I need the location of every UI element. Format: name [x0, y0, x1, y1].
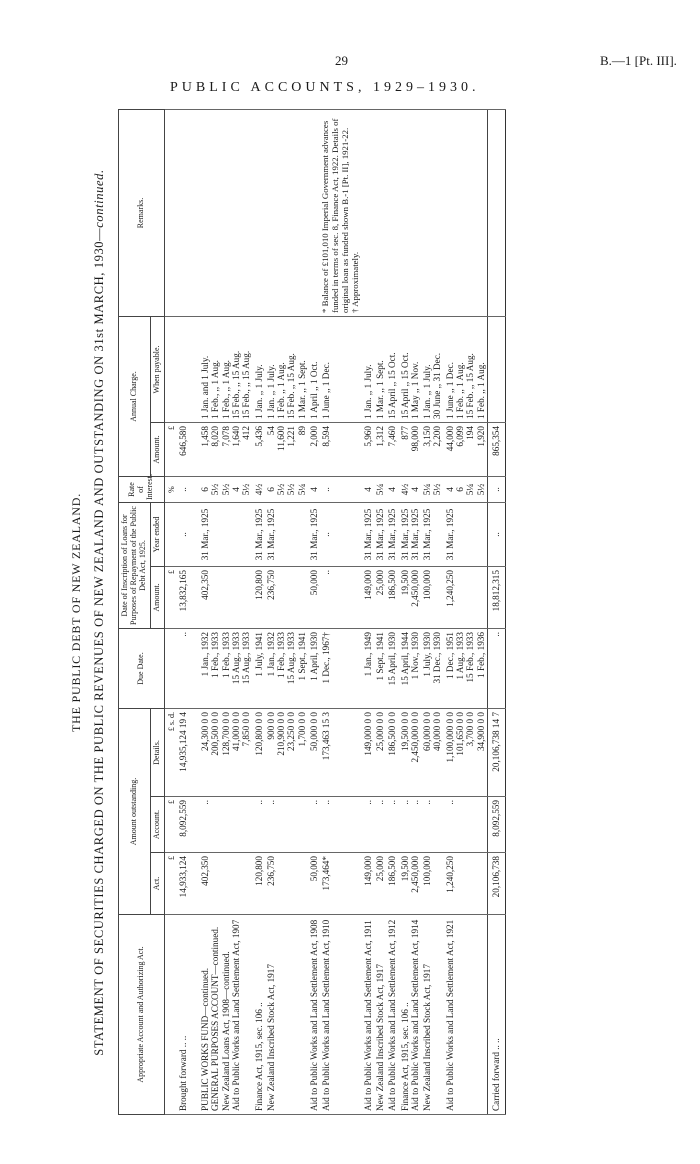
table-cell-year-ended: 31 Mar., 1925: [265, 503, 308, 567]
table-cell-inscription-amount: 50,000: [308, 567, 320, 629]
statement-title: [92, 110, 106, 1115]
table-cell-inscription-amount: 25,000: [374, 567, 386, 629]
table-row: [199, 109, 252, 1114]
table-cell-inscription-amount: 236,750: [265, 567, 308, 629]
table-cell-due-date: 1 Jan., 1949: [362, 629, 374, 709]
document-reference: B.—1 [Pt. III].: [600, 53, 677, 68]
table-cell-when-payable: 1 Jan. ,, 1 July.: [253, 316, 265, 422]
table-cell-when-payable: 15 April ,, 15 Oct.: [386, 316, 398, 422]
table-cell-charge-amount: 54 11,600 1,221 89: [265, 423, 308, 477]
table-cell-charge-amount: 5,960: [362, 423, 374, 477]
unit-charge-amount: £: [164, 423, 176, 477]
statement-title-continued: continued.: [92, 169, 106, 228]
table-cell-year-ended: 31 Mar., 1925: [308, 503, 320, 567]
table-cell-account: Carried forward .. ..: [487, 915, 505, 1115]
table-cell-inscription-amount: 149,000: [362, 567, 374, 629]
table-cell-act: 149,000: [362, 853, 374, 915]
table-cell-when-payable: 1 June ,, 1 Dec. 1 Feb. ,, 1 Aug. 15 Feb. ,, 15 Aug. 1 Feb. ,, 1 Aug.: [444, 316, 488, 422]
col-header-year-ended: Year ended: [150, 503, 164, 567]
table-cell-act: 20,106,738: [487, 853, 505, 915]
table-cell-account-amount: ..: [444, 797, 488, 853]
table-cell-account-amount: ..: [320, 797, 361, 853]
unit-act: £: [164, 853, 176, 915]
table-cell-act: 100,000: [421, 853, 444, 915]
table-cell-details: 186,500 0 0: [386, 709, 398, 797]
unit-rate: %: [164, 477, 176, 503]
table-cell-rate: 6 5½ 5½ 5¼: [265, 477, 308, 503]
table-cell-when-payable: 15 April ,, 15 Oct. 1 May ,, 1 Nov.: [399, 316, 422, 422]
table-cell-details: 173,463 15 3: [320, 709, 361, 797]
table-cell-account: Aid to Public Works and Land Settlement Act, 1911: [362, 915, 374, 1115]
table-cell-year-ended: 31 Mar., 1925 31 Mar., 1925: [399, 503, 422, 567]
table-cell-rate: 6 5½ 5½ 4 5½: [199, 477, 252, 503]
table-cell-charge-amount: 1,458 8,020 7,078 1,640 412: [199, 423, 252, 477]
table-cell-when-payable: 1 Jan. ,, 1 July. 1 Feb. ,, 1 Aug. 15 Feb. ,, 15 Aug. 1 Mar. ,, 1 Sept.: [265, 316, 308, 422]
table-cell-account: Aid to Public Works and Land Settlement Act, 1908: [308, 915, 320, 1115]
page-number: 29: [335, 53, 348, 68]
table-cell-year-ended: ..: [177, 503, 189, 567]
securities-table: [118, 109, 506, 1115]
rotated-statement-sheet: [70, 110, 665, 1115]
table-cell-rate: ..: [320, 477, 361, 503]
table-cell-due-date: 1 Jan., 1932 1 Feb., 1933 15 Aug., 1933 1 Sept., 1941: [265, 629, 308, 709]
table-cell-charge-amount: 877 98,000: [399, 423, 422, 477]
table-cell-inscription-amount: 1,240,250: [444, 567, 488, 629]
table-cell-remarks: [199, 109, 252, 316]
table-cell-charge-amount: 3,150 2,200: [421, 423, 444, 477]
col-header-annual-charge: Annual Charge.: [119, 316, 151, 476]
table-row: [444, 109, 488, 1114]
table-row: [399, 109, 422, 1114]
table-cell-act: 402,350: [199, 853, 252, 915]
table-cell-details: 60,000 0 0 40,000 0 0: [421, 709, 444, 797]
col-header-appropriate-account: Appropriate Account and Authorizing Act.: [119, 915, 165, 1115]
table-cell-details: 900 0 0 210,900 0 0 23,250 0 0 1,700 0 0: [265, 709, 308, 797]
table-cell-rate: 4½ 4: [399, 477, 422, 503]
table-cell-remarks: [177, 109, 189, 316]
table-cell-act: 236,750: [265, 853, 308, 915]
table-cell-details: 25,000 0 0: [374, 709, 386, 797]
col-header-when-payable: When payable.: [150, 316, 164, 422]
table-row: [308, 109, 320, 1114]
table-cell-account: Aid to Public Works and Land Settlement Act, 1912: [386, 915, 398, 1115]
table-cell-when-payable: [177, 316, 189, 422]
table-cell-remarks: [444, 109, 488, 316]
table-cell-due-date: 1 Jan., 1932 1 Feb., 1933 1 Feb., 1933 15 Aug., 1933 15 Aug., 1933: [199, 629, 252, 709]
table-cell-account: New Zealand Inscribed Stock Act, 1917: [265, 915, 308, 1115]
table-cell-details: 24,300 0 0 200,500 0 0 128,700 0 0 41,000 0 0 7,850 0 0: [199, 709, 252, 797]
table-cell-year-ended: 31 Mar., 1925: [374, 503, 386, 567]
unit-details: £ s. d.: [164, 709, 176, 797]
carried-forward-row: [487, 109, 505, 1114]
table-cell-inscription-amount: 402,350: [199, 567, 252, 629]
table-cell-account-amount: ..: [374, 797, 386, 853]
page-subtitle: PUBLIC ACCOUNTS, 1929–1930.: [170, 80, 480, 95]
table-cell-rate: 4 6 5¼ 5½: [444, 477, 488, 503]
table-cell-account: New Zealand Inscribed Stock Act, 1917: [374, 915, 386, 1115]
table-cell-details: 1,100,000 0 0 101,650 0 0 3,700 0 0 34,900 0 0: [444, 709, 488, 797]
table-cell-year-ended: 31 Mar., 1925: [362, 503, 374, 567]
table-cell-account: New Zealand Inscribed Stock Act, 1917: [421, 915, 444, 1115]
table-cell-rate: ..: [177, 477, 189, 503]
table-cell-rate: 4: [362, 477, 374, 503]
statement-title-text: STATEMENT OF SECURITIES CHARGED ON THE PUBLIC REVENUES OF NEW ZEALAND AND OUTSTANDING ON 31st MARCH, 1930—: [92, 227, 106, 1056]
table-cell-inscription-amount: 186,500: [386, 567, 398, 629]
table-cell-remarks: [374, 109, 386, 316]
table-cell-details: 50,000 0 0: [308, 709, 320, 797]
table-cell-when-payable: 1 Jan. and 1 July. 1 Feb., ,, 1 Aug. 1 Feb., ,, 1 Aug. 15 Feb., ,, 15 Aug. 15 Feb., ,, 15 Aug.: [199, 316, 252, 422]
table-cell-remarks: [399, 109, 422, 316]
table-cell-act: 14,933,124: [177, 853, 189, 915]
table-cell-year-ended: 31 Mar., 1925: [444, 503, 488, 567]
table-cell-account: PUBLIC WORKS FUND—continued. GENERAL PURPOSES ACCOUNT—continued. New Zealand Loans Act, 1908—continued. Aid to Public Works and Land Settlement Act, 1907: [199, 915, 252, 1115]
table-row: [177, 109, 189, 1114]
table-cell-inscription-amount: 100,000: [421, 567, 444, 629]
table-cell-account-amount: ..: [265, 797, 308, 853]
table-cell-year-ended: 31 Mar., 1925: [386, 503, 398, 567]
table-cell-when-payable: 1 Jan. ,, 1 July. 30 June ,, 31 Dec.: [421, 316, 444, 422]
table-cell-remarks: [253, 109, 265, 316]
table-cell-details: 120,800 0 0: [253, 709, 265, 797]
table-cell-charge-amount: 8,594: [320, 423, 361, 477]
table-cell-rate: 4: [386, 477, 398, 503]
table-cell-details: 149,000 0 0: [362, 709, 374, 797]
table-cell-inscription-amount: 18,812,315: [487, 567, 505, 629]
table-cell-remarks: [386, 109, 398, 316]
table-body: [164, 109, 505, 1114]
table-cell-account-amount: ..: [199, 797, 252, 853]
table-cell-account-amount: ..: [308, 797, 320, 853]
table-cell-details: 19,500 0 0 2,450,000 0 0: [399, 709, 422, 797]
table-cell-account-amount: ..: [253, 797, 265, 853]
col-header-date-of-inscription: Date of Inscription of Loans for Purposes of Repayment of the Public Debt Act, 1925.: [119, 503, 151, 629]
table-cell-account-amount: ..: [386, 797, 398, 853]
table-cell-year-ended: ..: [320, 503, 361, 567]
table-cell-act: 50,000: [308, 853, 320, 915]
col-header-inscription-amount: Amount.: [150, 567, 164, 629]
table-cell-when-payable: 1 April ,, 1 Oct.: [308, 316, 320, 422]
table-row: [362, 109, 374, 1114]
col-header-remarks: Remarks.: [119, 109, 165, 316]
units-row: [164, 109, 176, 1114]
table-cell-account: Brought forward .. ..: [177, 915, 189, 1115]
unit-inscription-amount: £: [164, 567, 176, 629]
table-cell-year-ended: 31 Mar., 1925: [421, 503, 444, 567]
table-cell-due-date: 1 Dec., 1951 1 Aug., 1933 15 Feb., 1933 1 Feb., 1936: [444, 629, 488, 709]
table-cell-inscription-amount: 13,832,165: [177, 567, 189, 629]
table-cell-rate: 5¼: [374, 477, 386, 503]
col-header-due-date: Due Date.: [119, 629, 165, 709]
table-cell-charge-amount: 1,312: [374, 423, 386, 477]
spacer-row: [189, 109, 199, 1114]
table-cell-act: 25,000: [374, 853, 386, 915]
table-cell-charge-amount: 2,000: [308, 423, 320, 477]
table-row: [320, 109, 361, 1114]
table-row: [265, 109, 308, 1114]
table-cell-charge-amount: 5,436: [253, 423, 265, 477]
table-cell-due-date: 1 Dec., 1967†: [320, 629, 361, 709]
table-row: [253, 109, 265, 1114]
table-cell-charge-amount: 646,580: [177, 423, 189, 477]
table-cell-act: 186,500: [386, 853, 398, 915]
table-cell-due-date: 15 April, 1944 1 Nov., 1930: [399, 629, 422, 709]
table-cell-account: Aid to Public Works and Land Settlement Act, 1910: [320, 915, 361, 1115]
table-cell-due-date: 1 April, 1930: [308, 629, 320, 709]
table-cell-charge-amount: 865,354: [487, 423, 505, 477]
col-header-act: Act.: [150, 853, 164, 915]
table-cell-due-date: 15 April, 1930: [386, 629, 398, 709]
table-cell-account-amount: ..: [362, 797, 374, 853]
table-cell-account: Finance Act, 1915, sec. 106 .. Aid to Public Works and Land Settlement Act, 1914: [399, 915, 422, 1115]
table-cell-details: 14,935,124 19 4: [177, 709, 189, 797]
table-cell-due-date: 1 July, 1930 31 Dec., 1930: [421, 629, 444, 709]
table-cell-charge-amount: 7,460: [386, 423, 398, 477]
table-cell-account-amount: ..: [421, 797, 444, 853]
table-cell-due-date: 1 Sept., 1941: [374, 629, 386, 709]
table-cell-act: 19,500 2,450,000: [399, 853, 422, 915]
table-cell-when-payable: 1 Jan. ,, 1 July.: [362, 316, 374, 422]
table-cell-remarks: * Balance of £101,010 Imperial Government advances funded in terms of sec. 8, Finance Act, 1922. Details of original loan as funded shown B.-1 [Pt. II], 1921-22. † Approximately.: [320, 109, 361, 316]
col-header-details: Details.: [150, 709, 164, 797]
table-cell-due-date: ..: [487, 629, 505, 709]
table-cell-rate: 4½: [253, 477, 265, 503]
table-cell-account-amount: 8,092,559: [487, 797, 505, 853]
table-cell-rate: 4: [308, 477, 320, 503]
table-cell-inscription-amount: 120,800: [253, 567, 265, 629]
table-cell-act: 1,240,250: [444, 853, 488, 915]
table-row: [386, 109, 398, 1114]
table-cell-act: 120,800: [253, 853, 265, 915]
table-cell-due-date: ..: [177, 629, 189, 709]
table-cell-remarks: [265, 109, 308, 316]
table-cell-year-ended: ..: [487, 503, 505, 567]
table-cell-year-ended: 31 Mar., 1925: [199, 503, 252, 567]
table-cell-details: 20,106,738 14 7: [487, 709, 505, 797]
table-cell-account: Aid to Public Works and Land Settlement Act, 1921: [444, 915, 488, 1115]
table-cell-remarks: [308, 109, 320, 316]
table-cell-remarks: [421, 109, 444, 316]
sheet-title: THE PUBLIC DEBT OF NEW ZEALAND.: [69, 493, 83, 733]
table-cell-due-date: 1 July, 1941: [253, 629, 265, 709]
table-cell-when-payable: [487, 316, 505, 422]
table-row: [421, 109, 444, 1114]
col-header-amount-outstanding: Amount outstanding.: [119, 709, 151, 915]
col-header-account: Account.: [150, 797, 164, 853]
table-cell-account-amount: .. ..: [399, 797, 422, 853]
table-cell-remarks: [487, 109, 505, 316]
table-cell-charge-amount: 44,000 6,099 194 1,920: [444, 423, 488, 477]
table-cell-inscription-amount: 19,500 2,450,000: [399, 567, 422, 629]
table-cell-act: 173,464*: [320, 853, 361, 915]
table-row: [374, 109, 386, 1114]
table-cell-when-payable: 1 June ,, 1 Dec.: [320, 316, 361, 422]
table-cell-year-ended: 31 Mar., 1925: [253, 503, 265, 567]
table-cell-when-payable: 1 Mar. ,, 1 Sept.: [374, 316, 386, 422]
unit-account: £: [164, 797, 176, 853]
table-cell-rate: ..: [487, 477, 505, 503]
col-header-rate-of-interest: Rate of Interest.: [119, 477, 165, 503]
table-cell-account: Finance Act, 1915, sec. 106 ..: [253, 915, 265, 1115]
table-cell-inscription-amount: ..: [320, 567, 361, 629]
col-header-charge-amount: Amount.: [150, 423, 164, 477]
table-cell-account-amount: 8,092,559: [177, 797, 189, 853]
table-cell-rate: 5¼ 5½: [421, 477, 444, 503]
table-cell-remarks: [362, 109, 374, 316]
